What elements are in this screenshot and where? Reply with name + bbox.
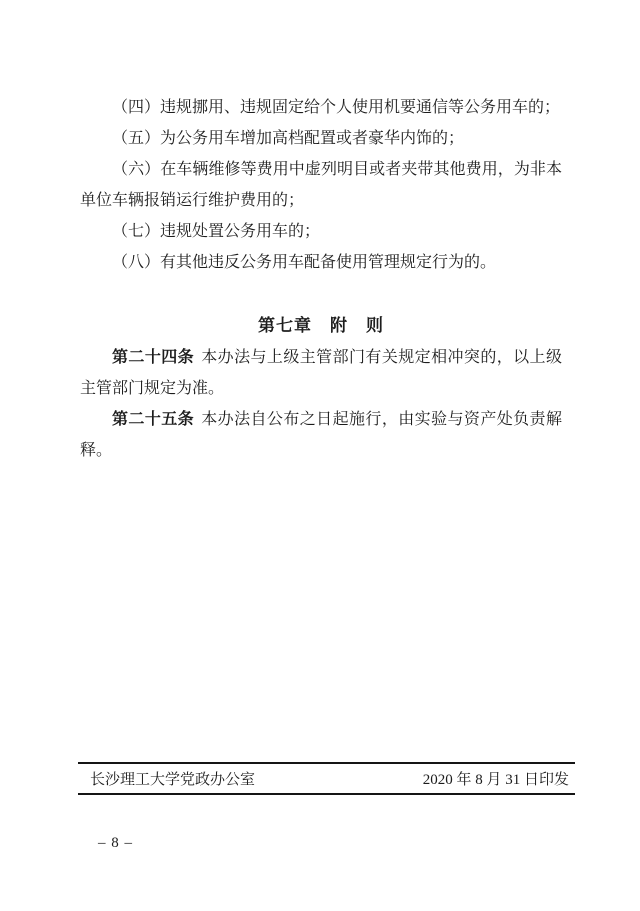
footer-issuer: 长沙理工大学党政办公室: [90, 772, 256, 788]
article-25-label: 第二十五条: [112, 411, 195, 428]
article-24-text: 本办法与上级主管部门有关规定相冲突的，以上级主管部门规定为准。: [80, 349, 562, 397]
clause-item-4: （四）违规挪用、违规固定给个人使用机要通信等公务用车的；: [112, 99, 561, 116]
clause-item-7: （七）违规处置公务用车的；: [112, 223, 321, 240]
article-25: [80, 404, 562, 466]
document-body: [80, 92, 562, 466]
clause-item-6: （六）在车辆维修等费用中虚列明目或者夹带其他费用，为非本单位车辆报销运行维护费用的；: [80, 161, 562, 209]
clause-item-8: （八）有其他违反公务用车配备使用管理规定行为的。: [112, 254, 497, 271]
article-25-text: 本办法自公布之日起施行，由实验与资产处负责解释。: [80, 411, 562, 459]
article-24: [80, 342, 562, 404]
footer-print-date: 2020 年 8 月 31 日印发: [422, 772, 569, 788]
footer-bar: [78, 762, 575, 795]
page-number: – 8 –: [98, 835, 133, 851]
chapter-heading: 第七章 附 则: [258, 316, 384, 335]
clause-item-5: （五）为公务用车增加高档配置或者豪华内饰的；: [112, 130, 465, 147]
article-24-label: 第二十四条: [112, 349, 195, 366]
